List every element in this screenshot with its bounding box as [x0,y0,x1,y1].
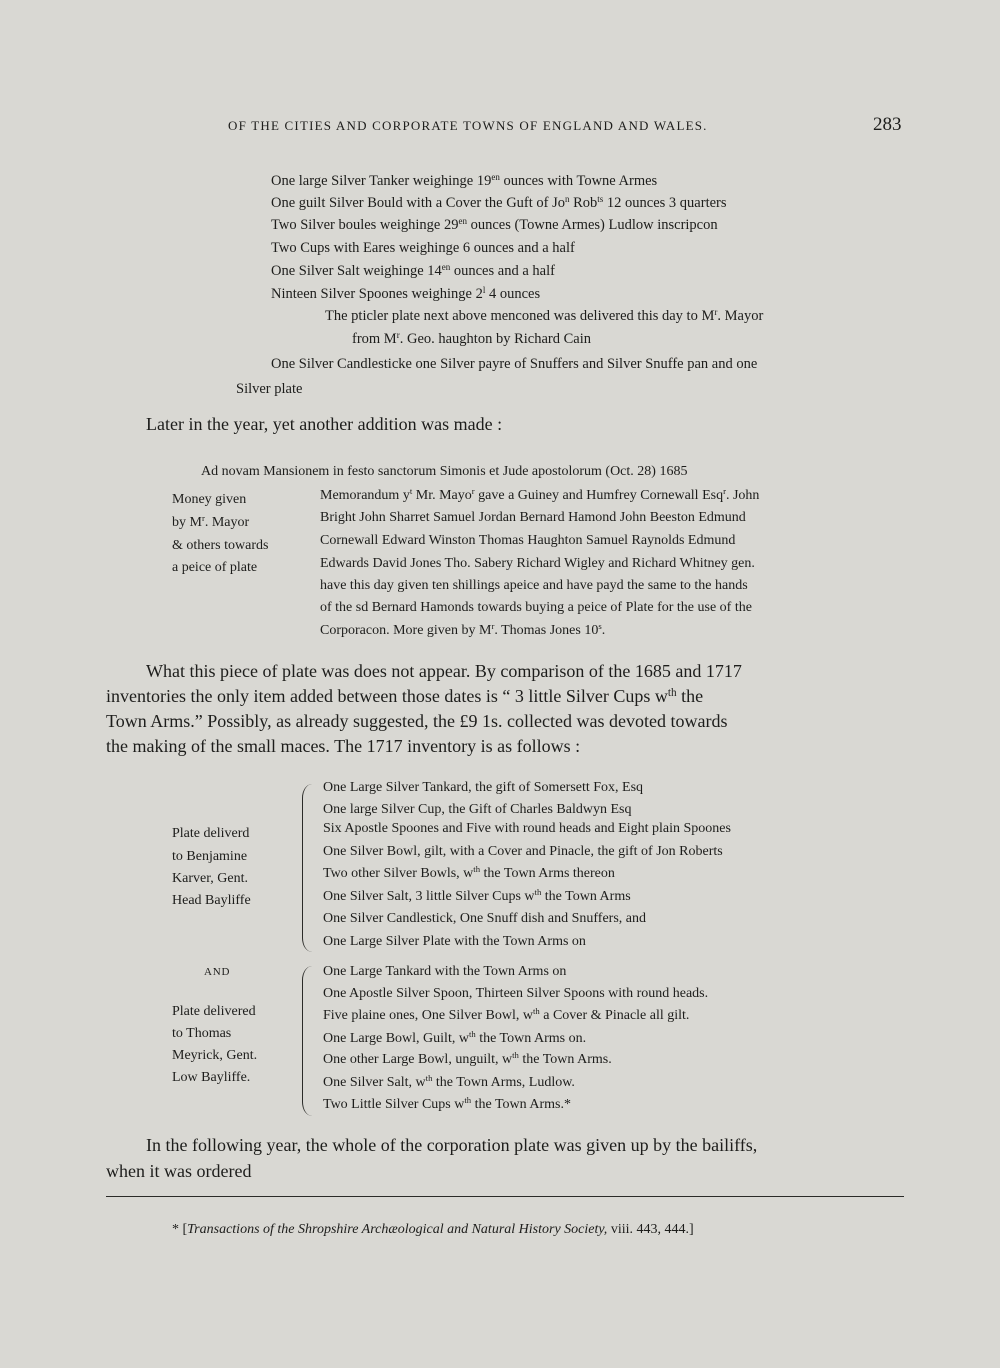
inventory-line: Two Silver boules weighinge $29^{en}$ ounces (Towne Armes) Ludlow inscripcon [271,216,718,233]
memorandum-line: of the sd Bernard Hamonds towards buying a peice of Plate for the use of the [320,600,752,615]
mansion-heading: Ad novam Mansionem in festo sanctorum Simonis et Jude apostolorum (Oct. 28) 1685 [201,464,688,479]
plate-item: One Silver Salt, 3 little Silver Cups $w^{th}$ the Town Arms [323,887,631,904]
inventory-line: One guilt Silver Bould with a Cover the Guft of Jo$^n$ Rob$^{ts}$ 12 ounces 3 quarters [271,194,727,211]
margin-note-line: a peice of plate [172,560,258,575]
plate-label-line: Karver, Gent. [172,871,249,886]
memorandum-line: Corporacon. More given by $M^r$. Thomas Jones 10$^s$. [320,621,606,638]
memorandum-line: Bright John Sharret Samuel Jordan Bernard Hamond John Beeston Edmund [320,510,746,525]
plate-item: One other Large Bowl, unguilt, $w^{th}$ the Town Arms. [323,1050,612,1067]
plate-item: Five plaine ones, One Silver Bowl, $w^{th}$ a Cover & Pinacle all gilt. [323,1006,690,1023]
margin-note-line: by $M^r$. Mayor [172,513,250,530]
footnote: * [Transactions of the Shropshire Archæological and Natural History Society, viii. 443, 444.] [172,1222,694,1237]
plate-item: Six Apostle Spoones and Five with round heads and Eight plain Spoones [323,821,731,836]
plate-item: Two Little Silver Cups $w^{th}$ the Town Arms.* [323,1095,571,1112]
inventory-line: Ninteen Silver Spoones weighinge 2$^l$ 4 ounces [271,285,541,302]
paragraph-line: the making of the small maces. The 1717 inventory is as follows : [106,736,581,756]
footnote-title: Transactions of the Shropshire Archæological and Natural History Society, [187,1222,608,1237]
paragraph-later: Later in the year, yet another addition was made : [146,414,503,434]
memorandum-line: Memorandum $y^t$ Mr. Mayo$^r$ gave a Guiney and Humfrey Cornewall Esq$^r$. John [320,486,760,503]
inventory-line: One Silver Candlesticke one Silver payre of Snuffers and Silver Snuffe pan and one [271,356,758,372]
plate-item: One Silver Salt, $w^{th}$ the Town Arms, Ludlow. [323,1073,575,1090]
plate-item: One Large Silver Tankard, the gift of Somersett Fox, Esq [323,780,644,795]
inventory-note: from $M^r$. Geo. haughton by Richard Cain [352,330,592,347]
paragraph-line: What this piece of plate was does not appear. By comparison of the 1685 and 1717 [146,661,742,681]
paragraph-line: In the following year, the whole of the corporation plate was given up by the bailiffs, [146,1135,758,1155]
memorandum-line: Cornewall Edward Winston Thomas Haughton Samuel Raynolds Edmund [320,533,736,548]
brace [302,784,312,952]
plate-item: One Silver Bowl, gilt, with a Cover and Pinacle, the gift of Jon Roberts [323,844,723,859]
plate-label-line: Head Bayliffe [172,893,251,908]
plate-item: Two other Silver Bowls, $w^{th}$ the Town Arms thereon [323,864,615,881]
plate-label-line: Meyrick, Gent. [172,1048,258,1063]
plate-label-line: Low Bayliffe. [172,1070,251,1085]
inventory-line: One large Silver Tanker weighinge $19^{en}$ ounces with Towne Armes [271,172,658,189]
memorandum-line: have this day given ten shillings apeice and have payd the same to the hands [320,578,748,593]
running-head: OF THE CITIES AND CORPORATE TOWNS OF ENGLAND AND WALES. [228,118,708,133]
inventory-line: Silver plate [236,381,303,397]
paragraph-line: inventories the only item added between those dates is “ 3 little Silver Cups $w^{th}$ the [106,686,704,706]
margin-note-line: & others towards [172,538,269,553]
and-label: AND [204,966,231,978]
margin-note-line: Money given [172,492,247,507]
inventory-note: The pticler plate next above menconed was delivered this day to $M^r$. Mayor [325,307,764,324]
plate-item: One Large Bowl, Guilt, $w^{th}$ the Town Arms on. [323,1029,587,1046]
plate-item: One Large Tankard with the Town Arms on [323,964,567,979]
inventory-line: Two Cups with Eares weighinge 6 ounces and a half [271,240,575,256]
plate-label-line: Plate deliverd [172,826,250,841]
page-number: 283 [873,114,902,135]
plate-item: One large Silver Cup, the Gift of Charles Baldwyn Esq [323,802,632,817]
memorandum-line: Edwards David Jones Tho. Sabery Richard Wigley and Richard Whitney gen. [320,556,755,571]
footnote-rule [106,1196,904,1197]
paragraph-line: when it was ordered [106,1161,252,1181]
plate-label-line: to Benjamine [172,849,248,864]
plate-label-line: Plate delivered [172,1004,256,1019]
plate-item: One Large Silver Plate with the Town Arms on [323,934,586,949]
plate-item: One Apostle Silver Spoon, Thirteen Silver Spoons with round heads. [323,986,709,1001]
inventory-line: One Silver Salt weighinge $14^{en}$ ounces and a half [271,262,555,279]
plate-item: One Silver Candlestick, One Snuff dish and Snuffers, and [323,911,646,926]
brace [302,966,312,1116]
plate-label-line: to Thomas [172,1026,232,1041]
paragraph-line: Town Arms.” Possibly, as already suggested, the £9 1s. collected was devoted towards [106,711,728,731]
